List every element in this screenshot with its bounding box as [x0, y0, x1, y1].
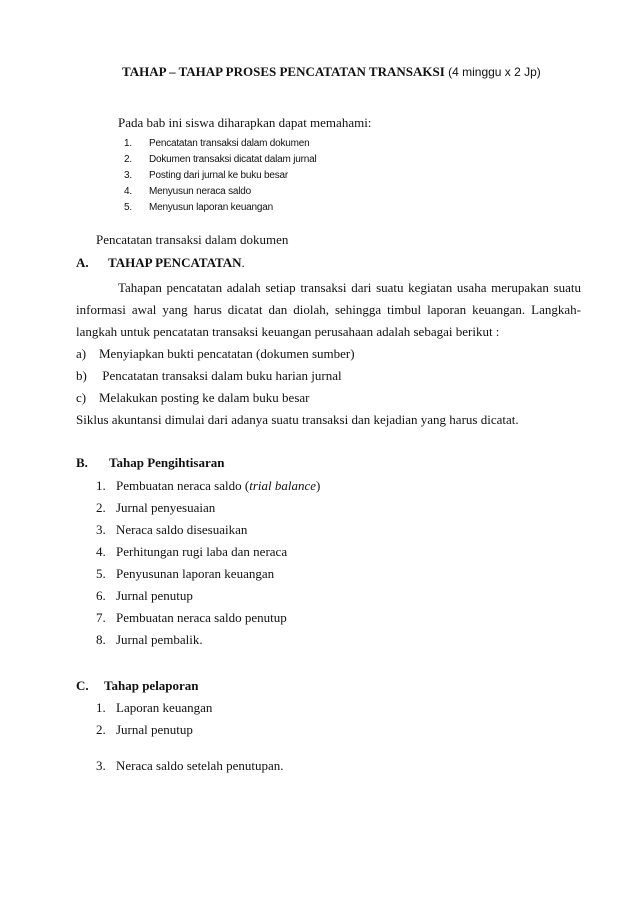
item-text: Posting dari jurnal ke buku besar [149, 170, 289, 181]
list-item [96, 629, 320, 651]
item-number: 1. [124, 138, 132, 149]
list-item [96, 563, 320, 585]
item-number: 4. [96, 544, 106, 559]
section-a-closing: Siklus akuntansi dimulai dari adanya suatu transaksi dan kejadian yang harus dicatat. [76, 412, 519, 427]
item-number: 5. [96, 566, 106, 581]
section-a-paragraph [76, 277, 581, 343]
item-number: 3. [124, 170, 132, 181]
title-suffix: (4 minggu x 2 Jp) [444, 65, 541, 79]
step-key: c) [76, 390, 87, 405]
list-item [96, 497, 320, 519]
item-text: Neraca saldo disesuaikan [116, 522, 248, 537]
step-text: Menyiapkan bukti pencatatan (dokumen sumber) [99, 346, 355, 361]
list-item [96, 585, 320, 607]
section-a-subheading: Pencatatan transaksi dalam dokumen [96, 232, 289, 247]
item-number: 8. [96, 632, 106, 647]
list-item [124, 200, 316, 216]
item-text: Menyusun laporan keuangan [149, 202, 273, 213]
list-item [96, 755, 283, 777]
item-italic-term: trial balance [249, 478, 316, 493]
heading-period: . [241, 255, 245, 270]
list-item [96, 697, 283, 719]
item-number: 6. [96, 588, 106, 603]
step-item [76, 365, 342, 387]
section-b-list [96, 475, 320, 651]
item-text: Dokumen transaksi dicatat dalam jurnal [149, 154, 317, 165]
item-number: 2. [96, 722, 106, 737]
section-title: Tahap Pengihtisaran [109, 455, 225, 470]
list-item [96, 541, 320, 563]
section-c-list [96, 697, 283, 777]
step-item [76, 387, 309, 409]
list-item [96, 607, 320, 629]
list-item [96, 519, 320, 541]
section-letter: C. [76, 678, 89, 693]
step-text: Pencatatan transaksi dalam buku harian jurnal [99, 368, 342, 383]
item-text: Laporan keuangan [116, 700, 213, 715]
list-item [124, 184, 316, 200]
list-item [124, 136, 316, 152]
item-text: Jurnal pembalik. [116, 632, 203, 647]
item-text: Pembuatan neraca saldo penutup [116, 610, 287, 625]
document-title [122, 64, 541, 80]
item-number: 2. [124, 154, 132, 165]
step-key: a) [76, 346, 87, 361]
section-title: TAHAP PENCATATAN [108, 255, 242, 270]
item-text: Jurnal penyesuaian [116, 500, 216, 515]
item-number: 2. [96, 500, 106, 515]
item-text: Pencatatan transaksi dalam dokumen [149, 138, 310, 149]
item-number: 3. [96, 758, 106, 773]
item-number: 3. [96, 522, 106, 537]
item-number: 5. [124, 202, 132, 213]
intro-text: Pada bab ini siswa diharapkan dapat memahami: [118, 115, 372, 130]
section-b-heading [76, 455, 225, 471]
step-text: Melakukan posting ke dalam buku besar [99, 390, 310, 405]
section-a-heading [76, 255, 245, 271]
section-letter: A. [76, 255, 89, 270]
item-text: Jurnal penutup [116, 722, 193, 737]
step-item [76, 343, 355, 365]
objectives-list [124, 136, 316, 216]
list-item [124, 168, 316, 184]
step-key: b) [76, 368, 87, 383]
paragraph-text: Tahapan pencatatan adalah setiap transaksi dari suatu kegiatan usaha merupakan suatu informasi awal yang harus dicatat dan diolah, sehingga timbul laporan keuangan. Langkah-langkah untuk pencatatan transaksi keuangan perusahaan adalah sebagai berikut : [76, 280, 581, 339]
list-item [96, 719, 283, 741]
section-letter: B. [76, 455, 88, 470]
item-number: 1. [96, 478, 106, 493]
item-text: Jurnal penutup [116, 588, 193, 603]
item-number: 4. [124, 186, 132, 197]
section-title: Tahap pelaporan [104, 678, 199, 693]
list-item [124, 152, 316, 168]
item-text: Neraca saldo setelah penutupan. [116, 758, 284, 773]
item-text: Pembuatan neraca saldo ( [116, 478, 250, 493]
item-text-after: ) [316, 478, 321, 493]
title-bold: TAHAP – TAHAP PROSES PENCATATAN TRANSAKSI [122, 64, 445, 79]
item-text: Menyusun neraca saldo [149, 186, 251, 197]
item-text: Penyusunan laporan keuangan [116, 566, 275, 581]
item-number: 7. [96, 610, 106, 625]
list-item [96, 475, 320, 497]
section-c-heading [76, 678, 199, 694]
item-text: Perhitungan rugi laba dan neraca [116, 544, 288, 559]
item-number: 1. [96, 700, 106, 715]
